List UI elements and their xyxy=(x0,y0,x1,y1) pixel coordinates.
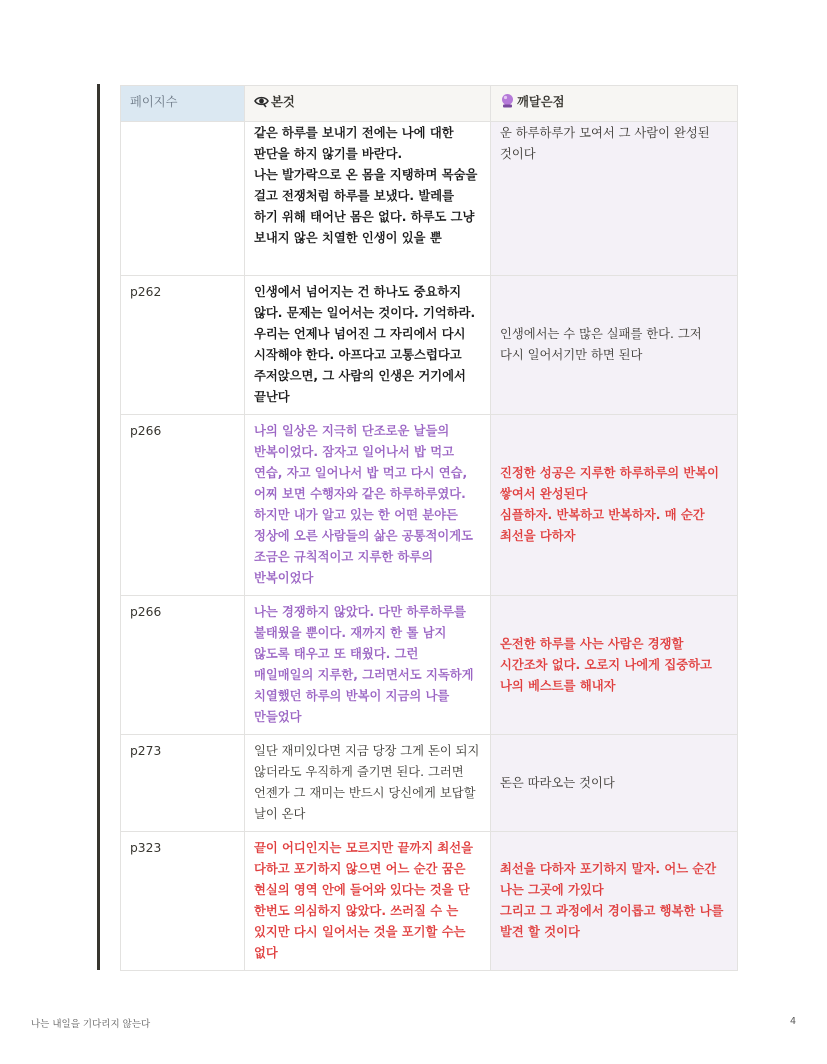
seen-cell xyxy=(245,596,491,735)
seen-cell xyxy=(245,276,491,415)
seen-cell xyxy=(245,735,491,832)
eye-icon xyxy=(254,94,269,115)
seen-cell xyxy=(245,122,491,276)
lesson-text: 온전한 하루를 사는 사람은 경쟁할 시간조차 없다. 오로지 나에게 집중하고 나의 베스트를 해내자 xyxy=(500,636,712,693)
reading-notes-table xyxy=(120,85,738,971)
seen-cell xyxy=(245,832,491,971)
header-lesson[interactable] xyxy=(491,86,738,122)
seen-text: 일단 재미있다면 지금 당장 그게 돈이 되지 않더라도 우직하게 즐기면 된다. 그러면 언젠가 그 재미는 반드시 당신에게 보답할 날이 온다 xyxy=(254,744,480,821)
header-lesson-label: 깨달은점 xyxy=(517,95,565,109)
header-seen[interactable] xyxy=(245,86,491,122)
seen-text: 나는 경쟁하지 않았다. 다만 하루하루를 불태웠을 뿐이다. 재까지 한 톨 남지 않도록 태우고 또 태웠다. 그런 매일매일의 지루한, 그러면서도 지독하게 치열했던 하루의 반복이 지금의 나를 만들었다 xyxy=(254,605,474,724)
seen-text: 나의 일상은 지극히 단조로운 날들의 반복이었다. 잠자고 일어나서 밥 먹고 연습, 자고 일어나서 밥 먹고 다시 연습, 어찌 보면 수행자와 같은 하루하루였다. 하지만 내가 알고 있는 한 어떤 분야든 정상에 오른 사람들의 삶은 공통적이게도 조금은 규칙적이고 지루한 하루의 반복이었다 xyxy=(254,424,474,585)
header-seen-label: 본것 xyxy=(271,95,295,109)
header-page-label: 페이지수 xyxy=(130,95,178,109)
lesson-text: 운 하루하루가 모여서 그 사람이 완성된 것이다 xyxy=(500,126,710,161)
page-cell: p266 xyxy=(121,596,245,735)
page-cell xyxy=(121,122,245,276)
lesson-cell xyxy=(491,415,738,596)
quote-bar xyxy=(97,84,100,970)
page-cell: p323 xyxy=(121,832,245,971)
lesson-text: 진정한 성공은 지루한 하루하루의 반복이 쌓여서 완성된다 심플하자. 반복하고 반복하자. 매 순간 최선을 다하자 xyxy=(500,466,720,543)
table-row xyxy=(121,415,738,596)
table-row xyxy=(121,735,738,832)
table-row xyxy=(121,122,738,276)
footer-page-number: 4 xyxy=(790,1016,797,1027)
header-page[interactable] xyxy=(121,86,245,122)
lesson-cell xyxy=(491,832,738,971)
lesson-cell xyxy=(491,596,738,735)
table-row xyxy=(121,596,738,735)
lesson-text: 인생에서는 수 많은 실패를 한다. 그저 다시 일어서기만 하면 된다 xyxy=(500,327,702,362)
lesson-cell xyxy=(491,735,738,832)
seen-text: 인생에서 넘어지는 건 하나도 중요하지 않다. 문제는 일어서는 것이다. 기억하라. 우리는 언제나 넘어진 그 자리에서 다시 시작해야 한다. 아프다고 고통스럽다고 주저앉으면, 그 사람의 인생은 거기에서 끝난다 xyxy=(254,285,476,404)
lesson-cell xyxy=(491,122,738,276)
seen-text: 같은 하루를 보내기 전에는 나에 대한 판단을 하지 않기를 바란다. 나는 발가락으로 온 몸을 지탱하며 목숨을 걸고 전쟁처럼 하루를 보냈다. 발레를 하기 위해 태어난 몸은 없다. 하루도 그냥 보내지 않은 치열한 인생이 있을 뿐 xyxy=(254,126,478,245)
seen-text: 끝이 어디인지는 모르지만 끝까지 최선을 다하고 포기하지 않으면 어느 순간 꿈은 현실의 영역 안에 들어와 있다는 것을 단 한번도 의심하지 않았다. 쓰러질 수 는 있지만 다시 일어서는 것을 포기할 수는 없다 xyxy=(254,841,474,960)
page-cell: p266 xyxy=(121,415,245,596)
page-cell: p262 xyxy=(121,276,245,415)
table-row xyxy=(121,276,738,415)
lesson-cell xyxy=(491,276,738,415)
table-header-row xyxy=(121,86,738,122)
page-cell: p273 xyxy=(121,735,245,832)
lesson-text: 돈은 따라오는 것이다 xyxy=(500,775,615,790)
footer-book-title: 나는 내일을 기다리지 않는다 xyxy=(31,1019,151,1030)
crystal-ball-icon xyxy=(500,93,515,115)
lesson-text: 최선을 다하자 포기하지 말자. 어느 순간 나는 그곳에 가있다 그리고 그 과정에서 경이롭고 행복한 나를 발견 할 것이다 xyxy=(500,862,724,939)
table-row xyxy=(121,832,738,971)
seen-cell xyxy=(245,415,491,596)
